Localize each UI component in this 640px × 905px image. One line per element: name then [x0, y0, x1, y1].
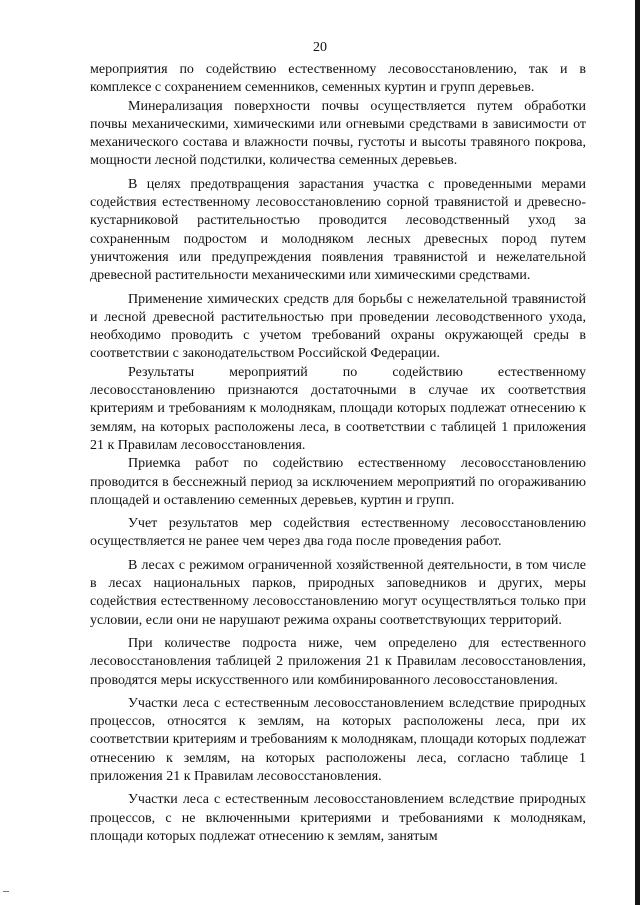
scan-speck [3, 891, 9, 892]
paragraph-restricted-regime-forests: В лесах с режимом ограниченной хозяйственной деятельности, в том числе в лесах национальных парков, природных заповедников и других, меры содействия естественному лесовосстановлению могут осуществляться только при условии, если они не нарушают режима охраны соответствующих территорий. [90, 557, 586, 628]
paragraph-soil-mineralization: Минерализация поверхности почвы осуществляется путем обработки почвы механическими, химическими или огневыми средствами в зависимости от механического состава и влажности почвы, густоты и высоты травяного покрова, мощности лесной подстилки, количества семенных деревьев. [90, 98, 586, 169]
scan-edge-shadow [635, 0, 640, 905]
paragraph-non-compliant-plots: Участки леса с естественным лесовосстановлением вследствие природных процессов, с не включенными критериями и требованиями к молоднякам, площади которых подлежат отнесению к землям, занятым [90, 792, 586, 844]
paragraph-continuation: мероприятия по содействию естественному лесовосстановлению, так и в комплексе с сохранением семенников, семенных куртин и групп деревьев. [90, 62, 586, 96]
paragraph-natural-reforestation-plots: Участки леса с естественным лесовосстановлением вследствие природных процессов, относятся к землям, на которых расположены леса, при их соответствии критериям и требованиям к молоднякам, площади которых подлежат отнесению к землям, на которых расположены леса, согласно таблице 1 приложения 21 к Правилам лесовосстановления. [90, 695, 586, 784]
page-number: 20 [313, 40, 327, 55]
paragraph-insufficient-undergrowth: При количестве подроста ниже, чем определено для естественного лесовосстановления таблицей 2 приложения 21 к Правилам лесовосстановления, проводятся меры искусственного или комбинированного лесовосстановления. [90, 635, 586, 688]
paragraph-chemical-means: Применение химических средств для борьбы с нежелательной травянистой и лесной древесной растительностью при проведении лесоводственного ухода, необходимо проводить с учетом требований охраны окружающей среды в соответствии с законодательством Российской Федерации. [90, 291, 586, 362]
paragraph-results-sufficiency: Результаты мероприятий по содействию естественному лесовосстановлению признаются достаточными в случае их соответствия критериям и требованиям к молоднякам, площади которых подлежат отнесению к землям, на которых расположены леса, в соответствии с таблицей 1 приложения 21 к Правилам лесовосстановления. [90, 364, 586, 453]
paragraph-accounting: Учет результатов мер содействия естественному лесовосстановлению осуществляется не ранее чем через два года после проведения работ. [90, 516, 586, 550]
document-body [90, 61, 586, 846]
paragraph-overgrowth-prevention: В целях предотвращения зарастания участка с проведенными мерами содействия естественному лесовосстановлению сорной травянистой и древесно-кустарниковой растительностью проводится лесоводственный уход за сохраненным подростом и молодняком лесных древесных пород путем уничтожения или предупреждения появления травянистой и нежелательной древесной растительности механическими или химическими средствами. [90, 176, 586, 284]
paragraph-acceptance-of-work: Приемка работ по содействию естественному лесовосстановлению проводится в бесснежный период за исключением мероприятий по огораживанию площадей и оставлению семенных деревьев, куртин и групп. [90, 456, 586, 508]
